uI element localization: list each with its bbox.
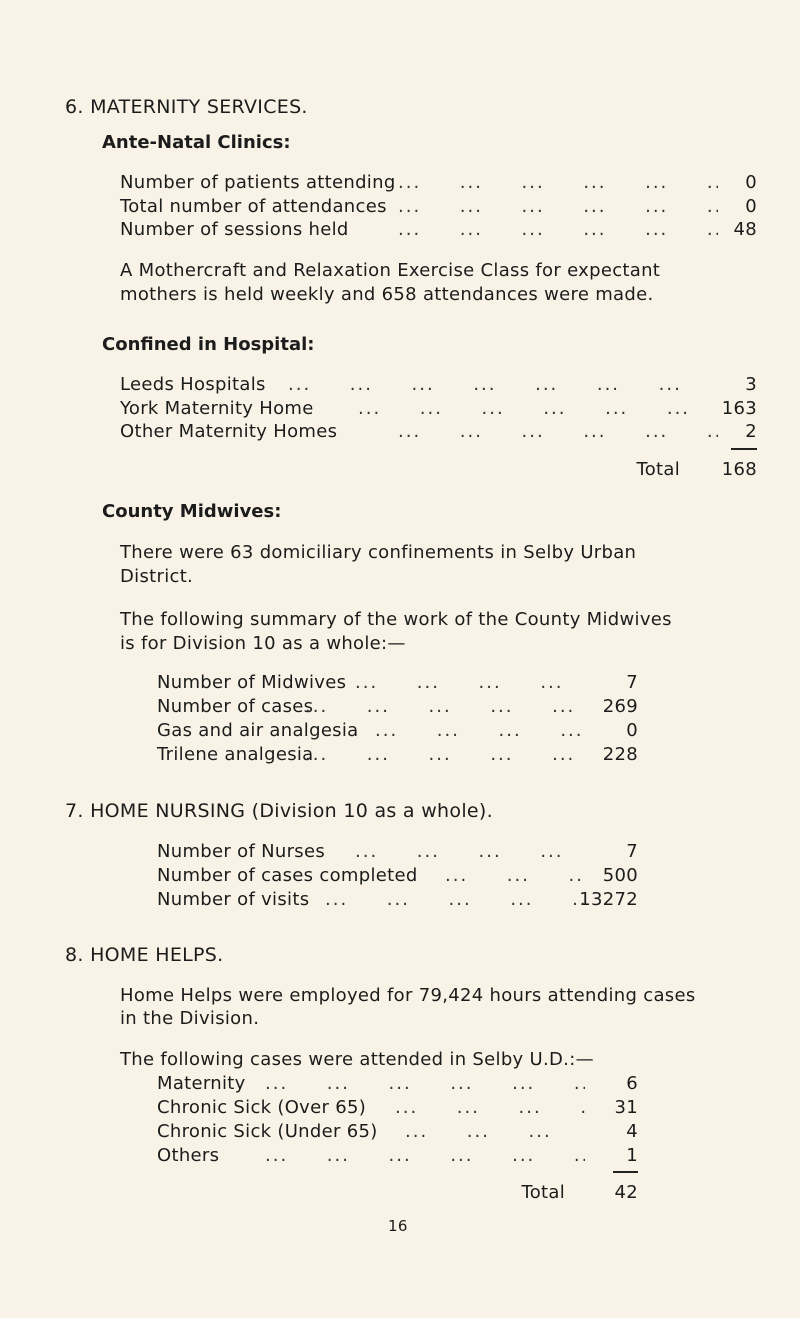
home-helps-para-line1: Home Helps were employed for 79,424 hours attending cases bbox=[120, 985, 696, 1006]
row-label: Chronic Sick (Under 65) bbox=[157, 1121, 378, 1142]
dot-leader bbox=[405, 1120, 585, 1144]
row-value: 1 bbox=[626, 1145, 638, 1166]
table-row bbox=[120, 420, 757, 444]
section-7-heading: 7. HOME NURSING (Division 10 as a whole). bbox=[65, 800, 493, 822]
dot-leader bbox=[398, 171, 718, 195]
dot-leader bbox=[305, 695, 585, 719]
page-number: 16 bbox=[388, 1217, 408, 1235]
row-label: Total number of attendances bbox=[120, 196, 387, 217]
dot-leader bbox=[288, 373, 718, 397]
total-rule bbox=[731, 448, 757, 450]
dot-leader bbox=[398, 195, 718, 219]
row-label: Maternity bbox=[157, 1073, 246, 1094]
table-row bbox=[157, 1120, 638, 1144]
row-value: 228 bbox=[602, 744, 638, 765]
row-value: 0 bbox=[745, 172, 757, 193]
table-row bbox=[157, 888, 638, 912]
mothercraft-note-line2: mothers is held weekly and 658 attendances were made. bbox=[120, 284, 654, 305]
row-label: Gas and air analgesia bbox=[157, 720, 359, 741]
total-rule bbox=[613, 1171, 638, 1173]
midwives-para2-line2: is for Division 10 as a whole:— bbox=[120, 633, 406, 654]
total-row bbox=[560, 458, 757, 482]
row-label: Number of Midwives bbox=[157, 672, 347, 693]
dot-leader bbox=[355, 840, 585, 864]
row-value: 6 bbox=[626, 1073, 638, 1094]
antenatal-title: Ante-Natal Clinics: bbox=[102, 132, 291, 153]
row-label: Others bbox=[157, 1145, 220, 1166]
total-row bbox=[440, 1181, 638, 1205]
dot-leader bbox=[398, 218, 718, 242]
row-value: 31 bbox=[614, 1097, 638, 1118]
section-6-heading: 6. MATERNITY SERVICES. bbox=[65, 96, 308, 118]
row-value: 7 bbox=[626, 672, 638, 693]
dot-leader bbox=[265, 1144, 585, 1168]
row-value: 163 bbox=[721, 398, 757, 419]
dot-leader bbox=[445, 864, 585, 888]
row-value: 4 bbox=[626, 1121, 638, 1142]
row-value: 0 bbox=[745, 196, 757, 217]
midwives-para1-line2: District. bbox=[120, 566, 194, 587]
table-row bbox=[120, 171, 757, 195]
total-label: Total bbox=[636, 459, 680, 480]
table-row bbox=[120, 195, 757, 219]
table-row bbox=[157, 864, 638, 888]
row-label: York Maternity Home bbox=[120, 398, 314, 419]
row-value: 3 bbox=[745, 374, 757, 395]
row-label: Number of cases completed bbox=[157, 865, 418, 886]
dot-leader bbox=[395, 1096, 585, 1120]
row-label: Trilene analgesia bbox=[157, 744, 314, 765]
mothercraft-note-line1: A Mothercraft and Relaxation Exercise Class for expectant bbox=[120, 260, 661, 281]
home-helps-intro: The following cases were attended in Selby U.D.:— bbox=[120, 1049, 594, 1070]
row-label: Number of sessions held bbox=[120, 219, 349, 240]
dot-leader bbox=[325, 888, 585, 912]
dot-leader bbox=[355, 671, 585, 695]
table-row bbox=[157, 743, 638, 767]
midwives-para2-line1: The following summary of the work of the County Midwives bbox=[120, 609, 672, 630]
row-value: 48 bbox=[733, 219, 757, 240]
row-label: Other Maternity Homes bbox=[120, 421, 338, 442]
section-8-heading: 8. HOME HELPS. bbox=[65, 944, 224, 966]
home-helps-para-line2: in the Division. bbox=[120, 1008, 260, 1029]
row-value: 2 bbox=[745, 421, 757, 442]
table-row bbox=[157, 695, 638, 719]
table-row bbox=[157, 671, 638, 695]
dot-leader bbox=[358, 397, 718, 421]
table-row bbox=[157, 1072, 638, 1096]
row-label: Chronic Sick (Over 65) bbox=[157, 1097, 367, 1118]
total-value: 168 bbox=[721, 459, 757, 480]
dot-leader bbox=[265, 1072, 585, 1096]
total-value: 42 bbox=[614, 1182, 638, 1203]
midwives-para1-line1: There were 63 domiciliary confinements in Selby Urban bbox=[120, 542, 637, 563]
table-row bbox=[157, 1144, 638, 1168]
table-row bbox=[157, 1096, 638, 1120]
midwives-title: County Midwives: bbox=[102, 501, 282, 522]
row-label: Number of patients attending bbox=[120, 172, 396, 193]
dot-leader bbox=[305, 743, 585, 767]
row-value: 500 bbox=[602, 865, 638, 886]
row-label: Number of cases bbox=[157, 696, 314, 717]
row-label: Number of Nurses bbox=[157, 841, 326, 862]
table-row bbox=[157, 719, 638, 743]
dot-leader bbox=[375, 719, 585, 743]
row-value: 0 bbox=[626, 720, 638, 741]
table-row bbox=[120, 373, 757, 397]
row-value: 13272 bbox=[579, 889, 638, 910]
table-row bbox=[120, 397, 757, 421]
row-label: Leeds Hospitals bbox=[120, 374, 266, 395]
row-value: 269 bbox=[602, 696, 638, 717]
dot-leader bbox=[398, 420, 718, 444]
table-row bbox=[157, 840, 638, 864]
hospital-title: Confined in Hospital: bbox=[102, 334, 315, 355]
table-row bbox=[120, 218, 757, 242]
row-value: 7 bbox=[626, 841, 638, 862]
total-label: Total bbox=[521, 1182, 565, 1203]
row-label: Number of visits bbox=[157, 889, 310, 910]
